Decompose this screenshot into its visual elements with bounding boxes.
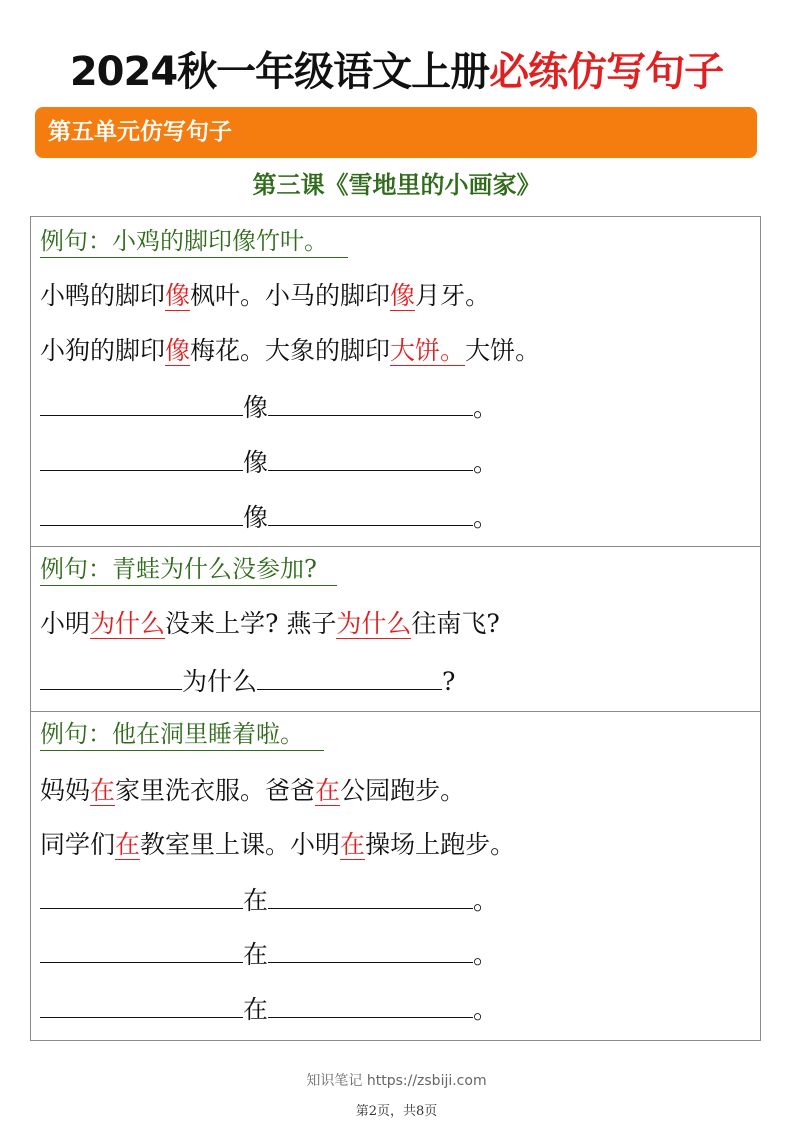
fill-in-blank-line[interactable]: 像 。 (40, 499, 498, 535)
sample-sentence-line: 同学们在教室里上课。小明在操场上跑步。 (40, 830, 516, 859)
exercise-section-2 (30, 547, 761, 712)
fill-in-blank-line[interactable]: 像 。 (40, 389, 498, 425)
example-sentence: 例句：青蛙为什么没参加? (40, 553, 337, 586)
fill-in-blank-line[interactable]: 在 。 (40, 936, 498, 972)
sample-sentence-line: 小鸭的脚印像枫叶。小马的脚印像月牙。 (40, 281, 491, 310)
exercise-section-1 (30, 216, 761, 547)
unit-banner (35, 107, 757, 158)
sample-sentence-line: 妈妈在家里洗衣服。爸爸在公园跑步。 (40, 776, 466, 805)
sample-sentence-line: 小狗的脚印像梅花。大象的脚印大饼。大饼。 (40, 336, 541, 365)
fill-in-blank-line[interactable]: 像 。 (40, 444, 498, 480)
lesson-title: 第三课《雪地里的小画家》 (252, 170, 541, 199)
page-number: 第2页，共8页 (355, 1104, 438, 1119)
page-title: 2024秋一年级语文上册必练仿写句子 (69, 49, 724, 95)
footer-site: 知识笔记 https://zsbiji.com (306, 1073, 487, 1089)
unit-title: 第五单元仿写句子 (48, 119, 232, 145)
example-sentence: 例句：小鸡的脚印像竹叶。 (40, 225, 348, 258)
example-sentence: 例句：他在洞里睡着啦。 (40, 718, 324, 751)
fill-in-blank-line[interactable]: 在 。 (40, 991, 498, 1027)
fill-in-blank-line[interactable]: 在 。 (40, 882, 498, 918)
exercise-section-3 (30, 712, 761, 1041)
sample-sentence-line: 小明为什么没来上学? 燕子为什么往南飞? (40, 609, 500, 638)
fill-in-blank-line[interactable]: 为什么 ? (40, 663, 455, 699)
